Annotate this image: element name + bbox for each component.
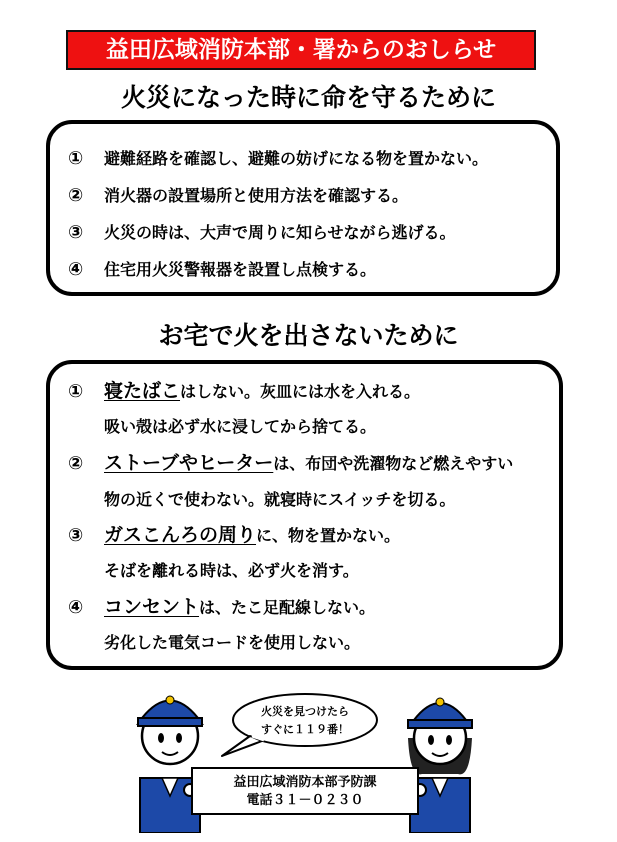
item-number: ① [68,148,84,169]
item-number: ④ [68,597,84,618]
contact-sign [192,768,418,814]
item-keyword: ストーブやヒーター [104,452,274,474]
item-keyword: 寝たばこ [104,380,181,402]
item-text: 火災の時は、大声で周りに知らせながら逃げる。 [104,223,456,242]
list-item [68,448,513,475]
item-text: に、物を置かない。 [256,526,401,545]
item-continuation: 物の近くで使わない。就寝時にスイッチを切る。 [104,490,456,509]
item-text: はしない。灰皿には水を入れる。 [180,382,421,401]
list-item [68,220,456,243]
item-number: ② [68,185,84,206]
bubble-line1: 火災を見つけたら [261,705,349,718]
item-text: は、布団や洗濯物など燃えやすい [273,454,514,473]
bubble-line2: すぐに１１９番！ [261,723,349,736]
item-continuation: 吸い殻は必ず水に浸してから捨てる。 [104,417,377,436]
item-number: ④ [68,259,84,280]
item-number: ① [68,381,84,402]
section1-title: 火災になった時に命を守るために [120,83,496,112]
item-text: 避難経路を確認し、避難の妨げになる物を置かない。 [104,149,489,168]
notice-banner: 益田広域消防本部・署からのおしらせ [66,30,536,70]
sign-phone: 電話３１－０２３０ [246,793,364,808]
firefighter-illustration [130,678,480,837]
list-item [68,520,400,547]
section2-title: お宅で火を出さないために [158,321,459,350]
sign-department: 益田広域消防本部予防課 [233,775,377,790]
list-item [68,257,376,280]
item-text: 消火器の設置場所と使用方法を確認する。 [104,186,409,205]
item-text: は、たこ足配線しない。 [199,598,376,617]
section2-box [46,360,563,670]
item-continuation: 劣化した電気コードを使用しない。 [104,633,361,652]
list-item [68,146,488,169]
item-number: ③ [68,525,84,546]
list-item [68,592,375,619]
list-item [68,376,420,403]
item-number: ② [68,453,84,474]
speech-bubble [222,694,377,756]
list-item [68,183,408,206]
item-continuation: そばを離れる時は、必ず火を消す。 [104,561,359,580]
item-number: ③ [68,222,84,243]
item-keyword: コンセント [104,596,200,618]
item-text: 住宅用火災警報器を設置し点検する。 [104,260,377,279]
item-keyword: ガスこんろの周り [104,524,257,546]
section1-box [46,120,560,296]
